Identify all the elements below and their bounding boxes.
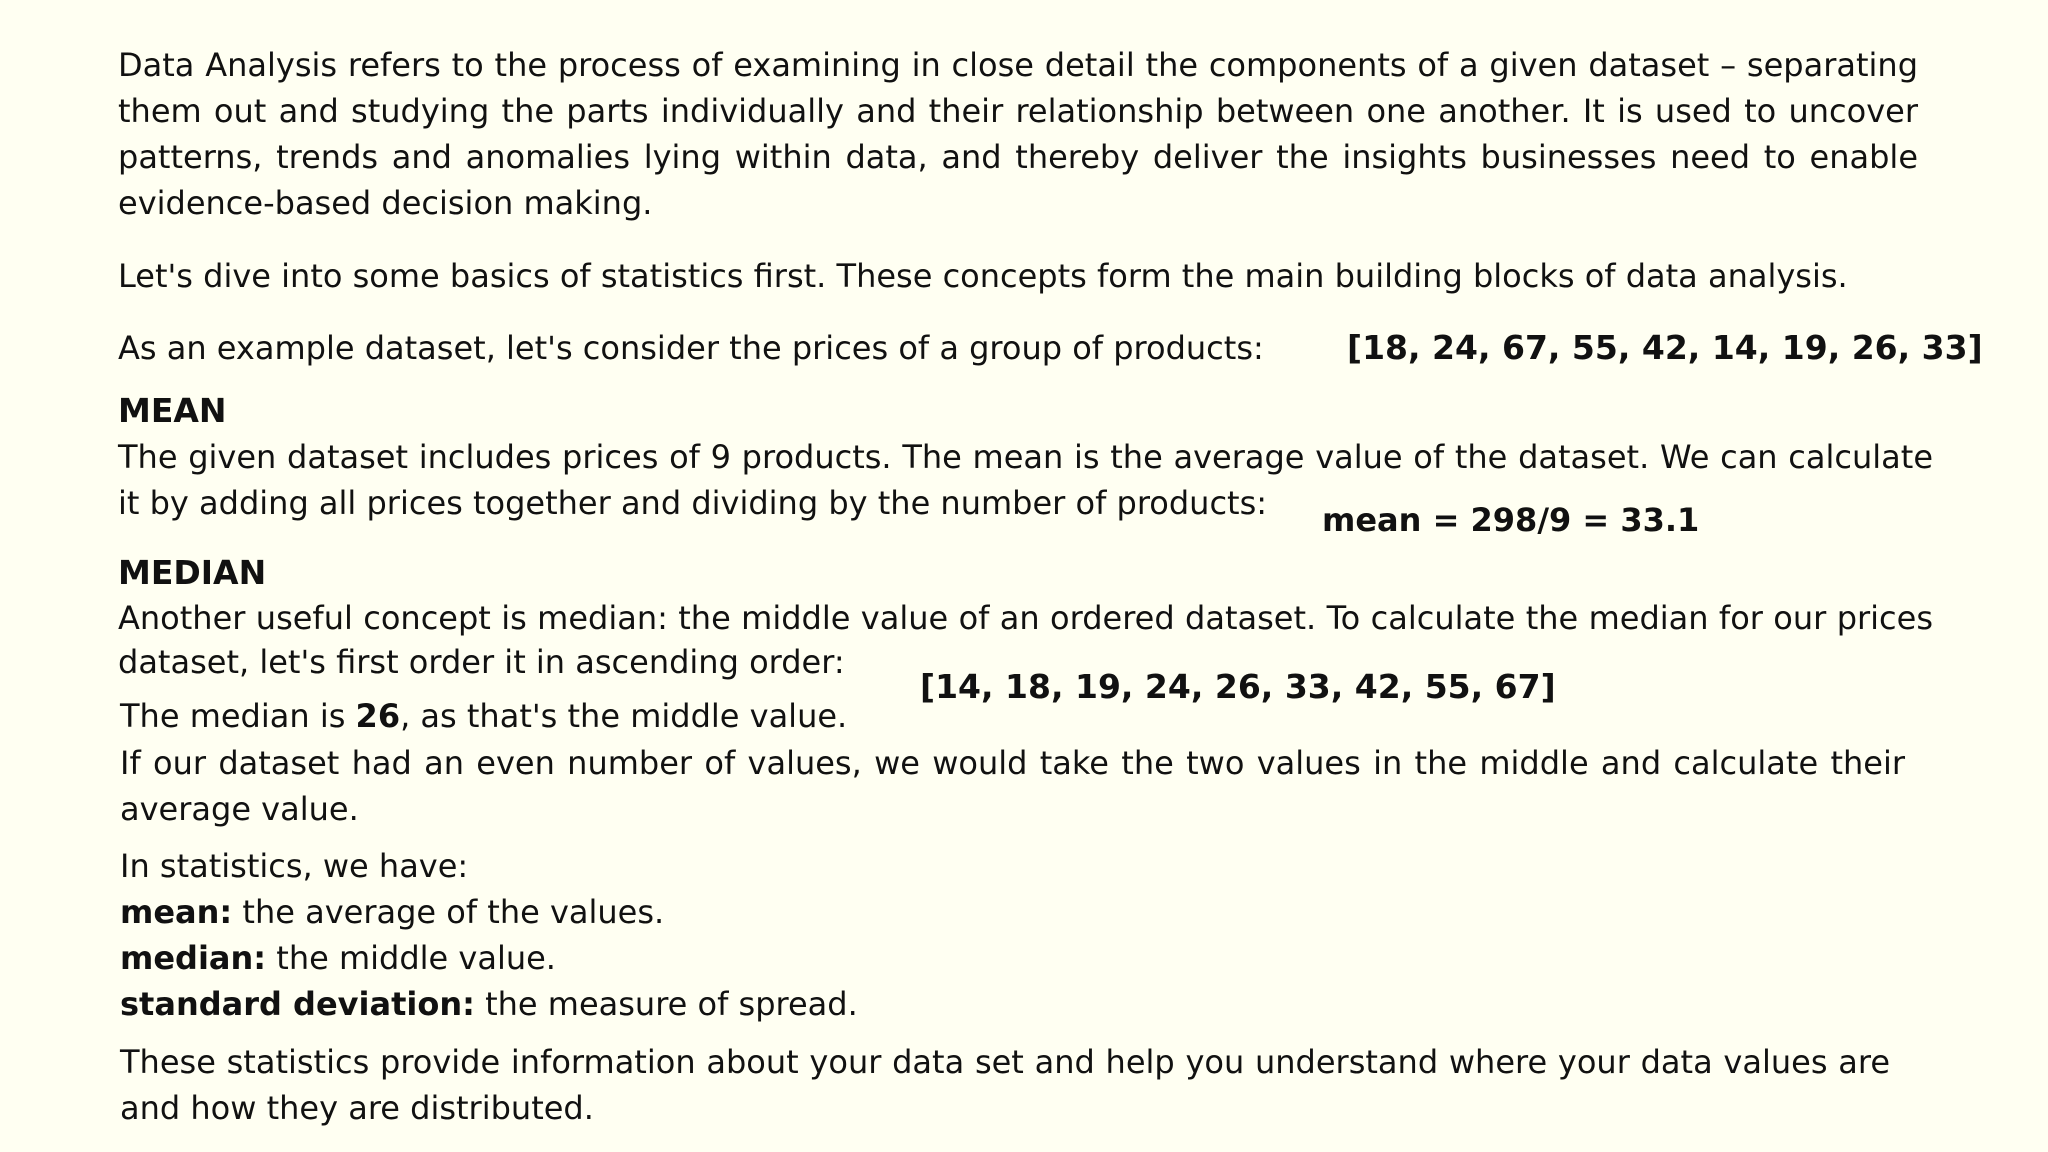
median-result-prefix: The median is [120, 697, 356, 735]
intro-paragraph: Data Analysis refers to the process of examining in close detail the components of a given dataset – separating them out and studying the parts individually and their relationship between one another. It is used to uncover patterns, trends and anomalies lying within data, and thereby deliver the insights businesses need to enable evidence-based decision making. [118, 46, 1918, 222]
median-heading: MEDIAN [118, 553, 267, 592]
summary-term: standard deviation: [120, 985, 475, 1023]
ordered-dataset-values: [14, 18, 19, 24, 26, 33, 42, 55, 67] [920, 667, 1556, 706]
even-number-note: If our dataset had an even number of values, we would take the two values in the middle and calculate their average value. [120, 744, 1905, 828]
summary-desc: the middle value. [266, 939, 556, 977]
summary-term: median: [120, 939, 267, 977]
summary-item-median [120, 935, 556, 981]
median-result-suffix: , as that's the middle value. [400, 697, 848, 735]
summary-intro: In statistics, we have: [120, 847, 469, 885]
median-result [120, 693, 847, 739]
example-dataset-values: [18, 24, 67, 55, 42, 14, 19, 26, 33] [1347, 328, 1983, 367]
mean-heading: MEAN [118, 391, 227, 430]
summary-desc: the average of the values. [232, 893, 665, 931]
summary-item-mean [120, 889, 664, 935]
median-result-value: 26 [355, 697, 401, 735]
mean-description: The given dataset includes prices of 9 products. The mean is the average value of the dataset. We can calculate it by adding all prices together and dividing by the number of products: [118, 438, 1933, 522]
median-description: Another useful concept is median: the middle value of an ordered dataset. To calculate the median for our prices dataset, let's first order it in ascending order: [118, 599, 1933, 681]
summary-desc: the measure of spread. [474, 985, 858, 1023]
summary-item-std-dev [120, 981, 858, 1027]
basics-paragraph: Let's dive into some basics of statistics first. These concepts form the main building blocks of data analysis. [118, 257, 1848, 295]
mean-formula: mean = 298/9 = 33.1 [1322, 501, 1700, 539]
example-dataset-text: As an example dataset, let's consider the prices of a group of products: [118, 329, 1264, 367]
closing-paragraph: These statistics provide information about your data set and help you understand where your data values are and how they are distributed. [120, 1043, 1890, 1127]
summary-term: mean: [120, 893, 233, 931]
